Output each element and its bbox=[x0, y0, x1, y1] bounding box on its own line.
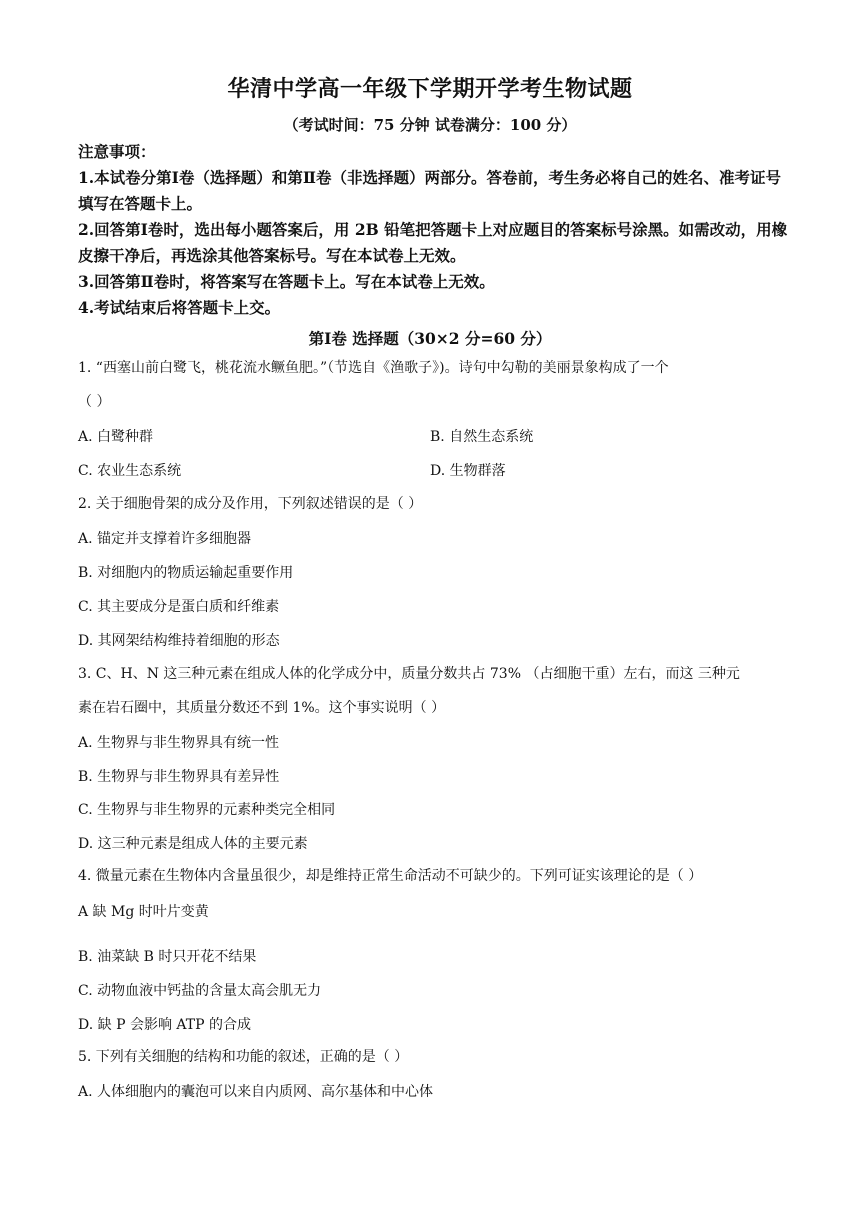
question-1-stem-line2: （ ） bbox=[78, 394, 111, 410]
exam-title: 华清中学高一年级下学期开学考生物试题 bbox=[227, 76, 633, 102]
question-2-option-d: D. 其网架结构维持着细胞的形态 bbox=[78, 633, 280, 649]
notice-item-3: 3.回答第Ⅱ卷时，将答案写在答题卡上。写在本试卷上无效。 bbox=[78, 272, 495, 291]
question-1-stem-line1: 1. “西塞山前白鹭飞，桃花流水鳜鱼肥。”（节选自《渔歌子》)。诗句中勾勒的美丽景象构成了一个 bbox=[78, 360, 669, 376]
section-title: 第Ⅰ卷 选择题（30×2 分=60 分） bbox=[308, 329, 552, 348]
question-3-option-b: B. 生物界与非生物界具有差异性 bbox=[78, 769, 280, 785]
question-3-option-a: A. 生物界与非生物界具有统一性 bbox=[78, 735, 280, 751]
notice-item-1: 1.本试卷分第Ⅰ卷（选择题）和第Ⅱ卷（非选择题）两部分。答卷前，考生务必将自己的姓名、准考证号填写在答题卡上。 bbox=[78, 168, 781, 213]
question-2-stem: 2. 关于细胞骨架的成分及作用，下列叙述错误的是（ ） bbox=[78, 496, 423, 512]
question-3-option-c: C. 生物界与非生物界的元素种类完全相同 bbox=[78, 802, 336, 818]
question-1-option-d: D. 生物群落 bbox=[430, 463, 506, 479]
notice-item-4: 4.考试结束后将答题卡上交。 bbox=[78, 298, 281, 317]
question-3-option-d: D. 这三种元素是组成人体的主要元素 bbox=[78, 836, 308, 852]
question-2-option-b: B. 对细胞内的物质运输起重要作用 bbox=[78, 565, 294, 581]
question-4-option-a: A 缺 Mg 时叶片变黄 bbox=[78, 904, 209, 920]
question-5-stem: 5. 下列有关细胞的结构和功能的叙述，正确的是（ ） bbox=[78, 1049, 409, 1065]
question-2-option-a: A. 锚定并支撑着许多细胞器 bbox=[78, 531, 252, 547]
question-3-stem-line1: 3. C、H、N 这三种元素在组成人体的化学成分中，质量分数共占 73% （占细胞干重）左右，而这 三种元 bbox=[78, 666, 740, 682]
question-4-stem: 4. 微量元素在生物体内含量虽很少，却是维持正常生命活动不可缺少的。下列可证实该理论的是（ ） bbox=[78, 868, 703, 884]
question-4-option-c: C. 动物血液中钙盐的含量太高会肌无力 bbox=[78, 983, 322, 999]
question-1-option-a: A. 白鹭种群 bbox=[78, 429, 154, 445]
exam-subtitle: （考试时间：75 分钟 试卷满分：100 分） bbox=[283, 116, 577, 134]
question-4-option-b: B. 油菜缺 B 时只开花不结果 bbox=[78, 949, 257, 965]
question-2-option-c: C. 其主要成分是蛋白质和纤维素 bbox=[78, 599, 280, 615]
question-1-option-b: B. 自然生态系统 bbox=[430, 429, 534, 445]
notice-heading: 注意事项： bbox=[78, 142, 156, 161]
question-5-option-a: A. 人体细胞内的囊泡可以来自内质网、高尔基体和中心体 bbox=[78, 1084, 434, 1100]
question-4-option-d: D. 缺 P 会影响 ATP 的合成 bbox=[78, 1017, 251, 1033]
notice-item-2: 2.回答第Ⅰ卷时，选出每小题答案后，用 2B 铅笔把答题卡上对应题目的答案标号涂黑。如需改动，用橡皮擦干净后，再选涂其他答案标号。写在本试卷上无效。 bbox=[78, 220, 788, 265]
question-1-option-c: C. 农业生态系统 bbox=[78, 463, 182, 479]
question-3-stem-line2: 素在岩石圈中，其质量分数还不到 1%。这个事实说明（ ） bbox=[78, 700, 446, 716]
